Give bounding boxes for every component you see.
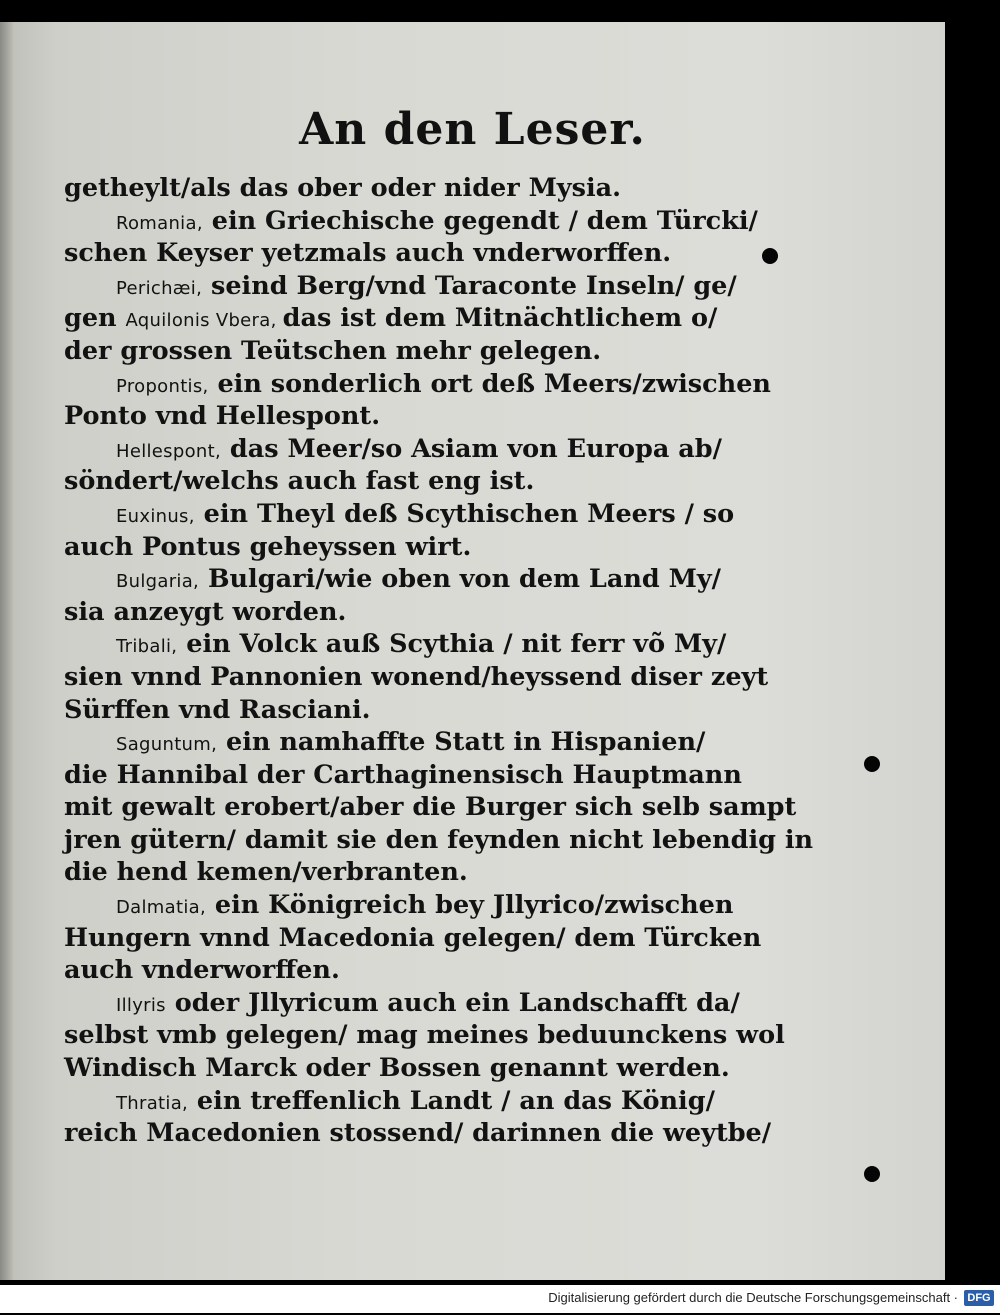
margin-dot bbox=[864, 756, 880, 772]
line-text: selbst vmb gelegen/ mag meines beduunckens wol bbox=[64, 1020, 785, 1051]
line-text: ein Königreich bey Jllyrico/zwischen bbox=[205, 890, 734, 921]
text-line bbox=[64, 1085, 744, 1118]
line-text: ein namhaffte Statt in Hispanien/ bbox=[217, 727, 706, 758]
text-line bbox=[64, 987, 744, 1020]
footer-bar bbox=[0, 1285, 1000, 1313]
line-text: söndert/welchs auch fast eng ist. bbox=[64, 466, 535, 497]
line-text: das ist dem Mitnächtlichem o/ bbox=[282, 303, 718, 334]
line-text: sia anzeygt worden. bbox=[64, 596, 347, 627]
text-line bbox=[64, 1019, 785, 1052]
line-text: Bulgari/wie oben von dem Land My/ bbox=[199, 564, 721, 595]
line-term: Hellespont, bbox=[116, 440, 221, 462]
line-text: ein sonderlich ort deß Meers/zwischen bbox=[208, 368, 771, 399]
line-text: die hend kemen/verbranten. bbox=[64, 857, 468, 888]
line-text: Sürffen vnd Rasciani. bbox=[64, 694, 371, 725]
line-text: ein Griechische gegendt / dem Türcki/ bbox=[202, 205, 758, 236]
line-text: gen bbox=[64, 303, 126, 334]
line-term: Bulgaria, bbox=[116, 571, 200, 593]
line-text: sien vnnd Pannonien wonend/heyssend diser zeyt bbox=[64, 661, 769, 692]
text-line bbox=[64, 856, 744, 889]
text-line bbox=[64, 400, 744, 433]
page-heading: An den Leser. bbox=[299, 104, 646, 155]
text-line bbox=[64, 368, 771, 401]
text-line bbox=[64, 335, 744, 368]
text-line bbox=[64, 954, 744, 987]
line-term: Tribali, bbox=[116, 636, 178, 658]
line-text: reich Macedonien stossend/ darinnen die weytbe/ bbox=[64, 1118, 772, 1149]
line-term: Thratia, bbox=[116, 1092, 189, 1114]
text-line bbox=[64, 1117, 772, 1150]
line-text: der grossen Teütschen mehr gelegen. bbox=[64, 335, 602, 366]
line-term: Perichæi, bbox=[116, 277, 203, 299]
text-line bbox=[64, 628, 744, 661]
text-line bbox=[64, 172, 744, 205]
line-text: mit gewalt erobert/aber die Burger sich selb sampt bbox=[64, 792, 797, 823]
line-term: Illyris bbox=[116, 994, 166, 1016]
line-text: auch Pontus geheyssen wirt. bbox=[64, 531, 472, 562]
text-line bbox=[64, 889, 744, 922]
text-line bbox=[64, 922, 762, 955]
text-line bbox=[64, 563, 744, 596]
text-line bbox=[64, 433, 744, 466]
line-text: schen Keyser yetzmals auch vnderworffen. bbox=[64, 238, 672, 269]
text-line bbox=[64, 498, 744, 531]
line-text: seind Berg/vnd Taraconte Inseln/ ge/ bbox=[202, 270, 737, 301]
line-text: ein Theyl deß Scythischen Meers / so bbox=[194, 498, 735, 529]
line-term: Romania, bbox=[116, 212, 203, 234]
margin-dot bbox=[762, 248, 778, 264]
line-text: jren gütern/ damit sie den feynden nicht lebendig in bbox=[64, 824, 814, 855]
text-line bbox=[64, 726, 744, 759]
line-text: Hungern vnnd Macedonia gelegen/ dem Türcken bbox=[64, 922, 762, 953]
line-text: Windisch Marck oder Bossen genannt werden. bbox=[64, 1053, 730, 1084]
text-line bbox=[64, 237, 744, 270]
page-binding-shadow bbox=[0, 22, 14, 1280]
text-block bbox=[64, 172, 814, 1150]
line-text: ein treffenlich Landt / an das König/ bbox=[188, 1085, 715, 1116]
dfg-logo: DFG bbox=[964, 1290, 994, 1306]
text-line bbox=[64, 596, 744, 629]
line-text: getheylt/als das ober oder nider Mysia. bbox=[64, 173, 622, 203]
text-line bbox=[64, 302, 744, 335]
line-text: Ponto vnd Hellespont. bbox=[64, 401, 381, 432]
line-term: Aquilonis Vbera, bbox=[125, 310, 283, 332]
text-line bbox=[64, 205, 758, 238]
line-text: ein Volck auß Scythia / nit ferr võ My/ bbox=[177, 629, 727, 660]
line-text: oder Jllyricum auch ein Landschafft da/ bbox=[165, 987, 740, 1018]
line-term: Propontis, bbox=[116, 375, 209, 397]
text-line bbox=[64, 1052, 744, 1085]
text-line bbox=[64, 824, 814, 857]
text-line bbox=[64, 270, 744, 303]
line-term: Saguntum, bbox=[116, 734, 218, 756]
margin-dot bbox=[864, 1166, 880, 1182]
text-line bbox=[64, 465, 744, 498]
text-line bbox=[64, 531, 744, 564]
text-line bbox=[64, 694, 744, 727]
funding-credit: Digitalisierung gefördert durch die Deutsche Forschungsgemeinschaft · bbox=[548, 1290, 958, 1305]
line-term: Euxinus, bbox=[116, 505, 195, 527]
text-line bbox=[64, 791, 797, 824]
line-text: das Meer/so Asiam von Europa ab/ bbox=[221, 433, 722, 464]
scanned-page bbox=[0, 22, 945, 1280]
text-line bbox=[64, 759, 744, 792]
line-text: auch vnderworffen. bbox=[64, 955, 340, 986]
line-term: Dalmatia, bbox=[116, 897, 206, 919]
text-line bbox=[64, 661, 769, 694]
line-text: die Hannibal der Carthaginensisch Hauptmann bbox=[64, 759, 742, 790]
